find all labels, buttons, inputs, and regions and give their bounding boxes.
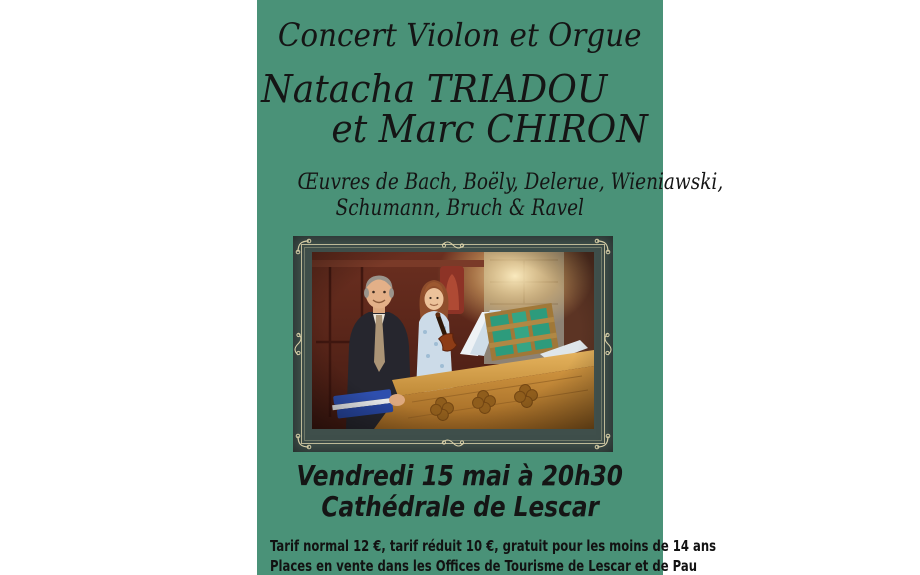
pricing-line-2: Places en vente dans les Offices de Tourisme de Lescar et de Pau: [270, 557, 697, 575]
concert-photo: [312, 252, 594, 429]
scroll-edge-ornament-icon: [441, 437, 465, 447]
concert-photo-illustration: [312, 252, 594, 429]
scroll-edge-ornament-icon: [441, 241, 465, 251]
performer-name-2: et Marc CHIRON: [331, 106, 649, 151]
photo-frame: [293, 236, 613, 452]
performer-name-1: Natacha TRIADOU: [260, 67, 608, 111]
program-works-line-1: Œuvres de Bach, Boëly, Delerue, Wieniawski,: [297, 170, 724, 195]
program-works: [257, 170, 724, 221]
event-venue: Cathédrale de Lescar: [321, 490, 599, 524]
poster-title-text: Concert Violon et Orgue: [278, 16, 642, 54]
scroll-corner-ornament-icon: [294, 433, 312, 451]
scroll-corner-ornament-icon: [594, 237, 612, 255]
poster-title: [257, 16, 663, 54]
event-details: [257, 460, 663, 523]
performers-block: [257, 67, 663, 151]
scroll-edge-ornament-icon: [294, 332, 304, 356]
event-datetime: Vendredi 15 mai à 20h30: [296, 459, 624, 492]
concert-poster: [257, 0, 724, 575]
scroll-corner-ornament-icon: [294, 237, 312, 255]
program-works-line-2: Schumann, Bruch & Ravel: [335, 195, 585, 221]
pricing-line-1: Tarif normal 12 €, tarif réduit 10 €, gratuit pour les moins de 14 ans: [270, 537, 717, 555]
pricing-info: [270, 536, 717, 575]
scroll-edge-ornament-icon: [602, 332, 612, 356]
scroll-corner-ornament-icon: [594, 433, 612, 451]
